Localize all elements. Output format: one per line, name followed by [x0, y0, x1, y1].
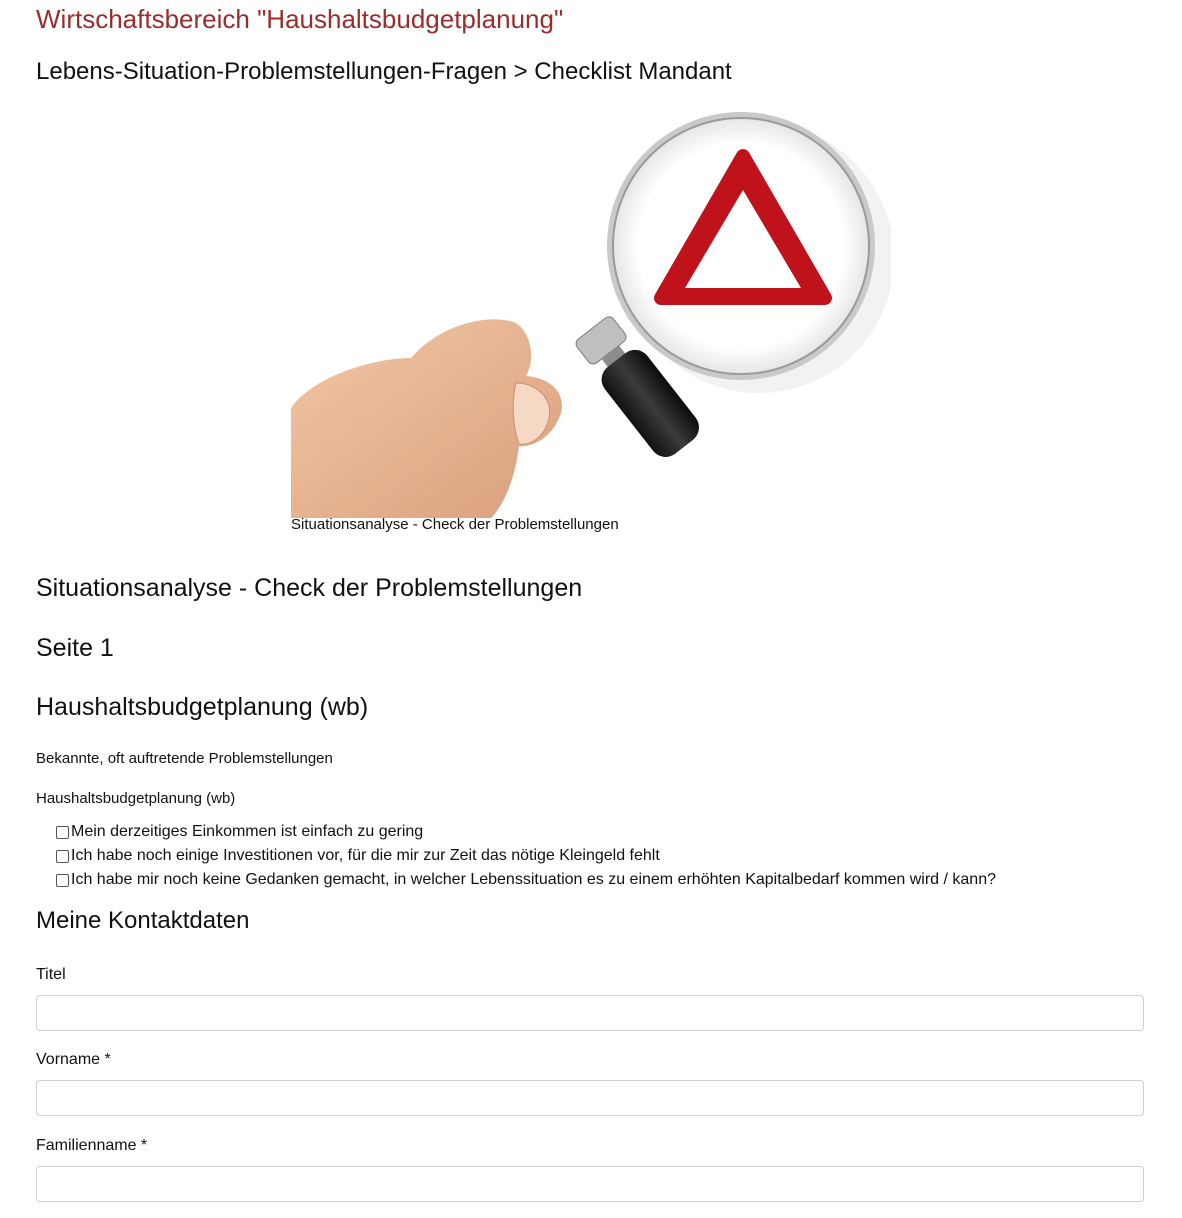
familienname-input[interactable] [36, 1166, 1144, 1202]
vorname-input[interactable] [36, 1080, 1144, 1116]
section-title: Haushaltsbudgetplanung (wb) [36, 693, 369, 721]
option-label: Ich habe mir noch keine Gedanken gemacht, in welcher Lebenssituation es zu einem erhöhten Kapitalbedarf kommen wird / kann? [71, 871, 996, 888]
page-label: Seite 1 [36, 634, 114, 662]
contact-title: Meine Kontaktdaten [36, 907, 250, 934]
hero-figure [291, 108, 891, 538]
titel-label: Titel [36, 966, 66, 983]
familienname-label: Familienname * [36, 1137, 148, 1154]
option-investitionen[interactable] [56, 844, 996, 868]
option-einkommen[interactable] [56, 820, 996, 844]
option-kapitalbedarf[interactable] [56, 868, 996, 892]
magnifier-warning-triangle-icon [291, 108, 891, 518]
problem-options [56, 820, 996, 892]
intro-text: Bekannte, oft auftretende Problemstellungen [36, 750, 333, 767]
breadcrumb: Lebens-Situation-Problemstellungen-Fragen > Checklist Mandant [36, 58, 732, 85]
checkbox[interactable] [56, 850, 69, 863]
form-title: Situationsanalyse - Check der Problemstellungen [36, 574, 583, 602]
checkbox[interactable] [56, 874, 69, 887]
titel-input[interactable] [36, 995, 1144, 1031]
checkbox[interactable] [56, 826, 69, 839]
figure-caption: Situationsanalyse - Check der Problemstellungen [291, 516, 619, 533]
option-label: Mein derzeitiges Einkommen ist einfach zu gering [71, 823, 424, 840]
group-label: Haushaltsbudgetplanung (wb) [36, 790, 236, 807]
vorname-label: Vorname * [36, 1051, 111, 1068]
option-label: Ich habe noch einige Investitionen vor, für die mir zur Zeit das nötige Kleingeld fehlt [71, 847, 660, 864]
site-title: Wirtschaftsbereich "Haushaltsbudgetplanung" [36, 4, 564, 34]
